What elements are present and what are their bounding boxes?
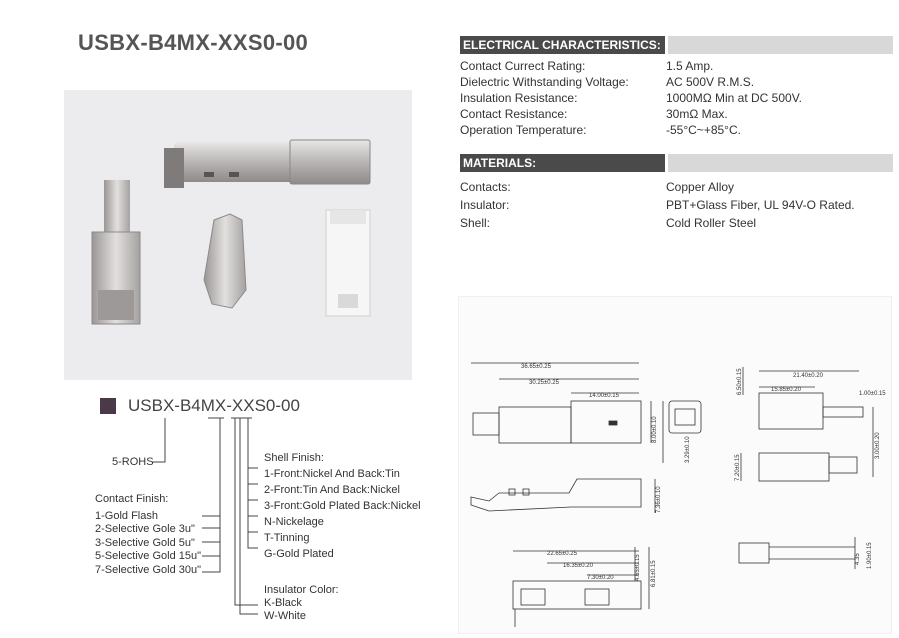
option-item: T-Tinning	[264, 532, 310, 544]
spec-row: Insulation Resistance: 1000MΩ Min at DC 500V.	[460, 91, 802, 105]
option-item: 1-Front:Nickel And Back:Tin	[264, 468, 400, 480]
electrical-header: ELECTRICAL CHARACTERISTICS:	[460, 36, 665, 54]
option-item: W-White	[264, 610, 306, 622]
spec-row: Contact Currect Rating: 1.5 Amp.	[460, 59, 714, 73]
rohs-label: 5-ROHS	[112, 456, 154, 468]
material-row: Insulator: PBT+Glass Fiber, UL 94V-O Rated.	[460, 198, 855, 212]
dim-label: 30.25±0.25	[529, 380, 559, 386]
side-view-drawing	[471, 363, 658, 443]
insulator-color-block	[264, 584, 339, 623]
elevation-drawing	[471, 479, 662, 513]
dim-label: 4.35	[855, 553, 861, 565]
bottom-view-drawing	[513, 547, 657, 627]
dim-label: 7.36±0.10	[656, 486, 662, 513]
option-item: G-Gold Plated	[264, 548, 334, 560]
dim-label: 1.90±0.15	[867, 542, 873, 569]
cable-view-drawing	[739, 537, 873, 569]
front-view-drawing	[663, 401, 701, 463]
shell-finish-block	[264, 450, 421, 562]
dim-label: 21.40±0.20	[793, 373, 823, 379]
dim-label: 14.00±0.15	[589, 393, 619, 399]
insulator-color-title: Insulator Color:	[264, 584, 339, 596]
dim-label: 1.00±0.15	[859, 391, 886, 397]
option-item: 2-Front:Tin And Back:Nickel	[264, 484, 400, 496]
dim-label: 6.50±0.15	[737, 368, 743, 395]
option-item: 5-Selective Gold 15u"	[95, 550, 202, 562]
option-item: K-Black	[264, 597, 302, 609]
material-row: Contacts: Copper Alloy	[460, 180, 735, 194]
dim-label: 22.65±0.25	[547, 551, 577, 557]
option-item: 2-Selective Gole 3u"	[95, 523, 195, 535]
dim-label: 16.35±0.20	[563, 563, 593, 569]
spec-row: Dielectric Withstanding Voltage: AC 500V R.M.S.	[460, 75, 755, 89]
dim-label: 3.00±0.20	[875, 432, 881, 459]
dim-label: 15.85±0.20	[771, 387, 801, 393]
dim-label: 36.65±0.25	[521, 364, 551, 370]
dim-label: 3.29±0.10	[685, 436, 691, 463]
dim-label: 8.00±0.10	[652, 416, 658, 443]
dim-label: 7.20±0.15	[735, 454, 741, 481]
option-item: 1-Gold Flash	[95, 509, 158, 522]
material-row: Shell: Cold Roller Steel	[460, 216, 757, 230]
product-title: USBX-B4MX-XXS0-00	[78, 30, 309, 55]
contact-finish-title: Contact Finish:	[95, 493, 169, 505]
dim-label: 7.30±0.20	[587, 575, 614, 581]
spec-row: Contact Resistance: 30mΩ Max.	[460, 107, 728, 121]
option-item: 3-Selective Gold 5u"	[95, 536, 195, 549]
option-item: N-Nickelage	[264, 516, 324, 528]
option-item: 3-Front:Gold Plated Back:Nickel	[264, 500, 421, 512]
technical-drawings	[458, 296, 892, 634]
contact-finish-block	[95, 493, 201, 577]
dim-label: 6.81±0.15	[651, 560, 657, 587]
materials-header: MATERIALS:	[460, 154, 665, 172]
option-item: 7-Selective Gold 30u"	[95, 563, 202, 576]
top-view-drawing	[735, 367, 886, 481]
shell-finish-title: Shell Finish:	[264, 452, 324, 464]
dim-label: 4.65±0.15	[635, 554, 641, 581]
spec-row: Operation Temperature: -55°C~+85°C.	[460, 123, 741, 137]
ordering-code: USBX-B4MX-XXS0-00	[128, 396, 300, 415]
